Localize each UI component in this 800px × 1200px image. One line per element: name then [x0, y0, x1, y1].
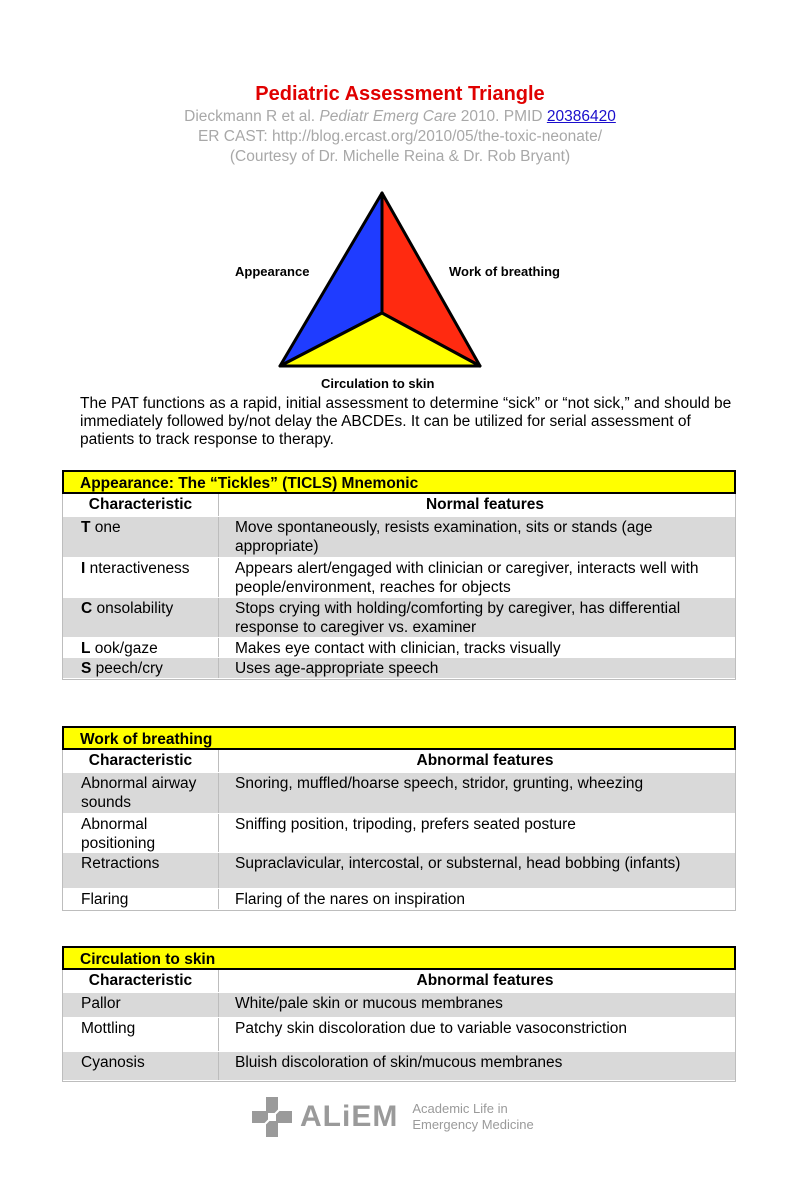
feature-text: Snoring, muffled/hoarse speech, stridor, grunting, wheezing — [235, 775, 644, 792]
characteristic-name: onsolability — [92, 600, 174, 617]
characteristic-name: Mottling — [63, 1018, 219, 1051]
feature-text: Flaring of the nares on inspiration — [235, 891, 466, 908]
feature-text: Makes eye contact with clinician, tracks visually — [235, 640, 561, 657]
characteristic-name: Abnormal airway sounds — [63, 773, 219, 813]
work-of-breathing-heading: Work of breathing — [62, 726, 736, 750]
appearance-heading: Appearance: The “Tickles” (TICLS) Mnemonic — [62, 470, 736, 494]
table-row — [63, 1052, 735, 1081]
triangle-label-work-of-breathing: Work of breathing — [449, 264, 560, 279]
work-of-breathing-table — [62, 750, 736, 911]
feature-text: White/pale skin or mucous membranes — [235, 995, 503, 1012]
intro-paragraph: The PAT functions as a rapid, initial assessment to determine “sick” or “not sick,” and should be immediately followed by/not delay the ABCDEs. It can be utilized for serial assessment of patients to track response to therapy. — [80, 395, 732, 448]
column-header-characteristic: Characteristic — [63, 750, 219, 772]
feature-text: Patchy skin discoloration due to variable vasoconstriction — [235, 1020, 628, 1037]
logo-wordmark: ALiEM — [300, 1100, 399, 1133]
characteristic-name: ook/gaze — [90, 640, 158, 657]
logo-tagline-line-1: Academic Life in — [412, 1101, 508, 1116]
characteristic-name: Retractions — [63, 853, 219, 888]
circulation-table — [62, 970, 736, 1082]
citation-line — [0, 108, 800, 126]
column-header-features: Abnormal features — [416, 752, 554, 769]
appearance-section — [62, 470, 736, 680]
er-cast-line: ER CAST: http://blog.ercast.org/2010/05/the-toxic-neonate/ — [197, 128, 603, 145]
table-row — [63, 773, 735, 814]
mnemonic-letter: L — [81, 640, 91, 657]
table-row — [63, 889, 735, 910]
mnemonic-letter: I — [81, 560, 86, 577]
circulation-section — [62, 946, 736, 1082]
characteristic-name: nteractiveness — [85, 560, 190, 577]
table-row — [63, 558, 735, 598]
triangle-label-appearance: Appearance — [235, 264, 310, 279]
characteristic-name: peech/cry — [91, 660, 163, 677]
table-header-row — [63, 494, 735, 517]
medical-cross-icon — [252, 1097, 292, 1137]
column-header-features: Normal features — [425, 496, 544, 513]
table-row — [63, 517, 735, 558]
mnemonic-letter: T — [81, 519, 91, 536]
table-header-row — [63, 970, 735, 993]
work-of-breathing-section — [62, 726, 736, 911]
mnemonic-letter: S — [81, 660, 92, 677]
table-row — [63, 814, 735, 853]
mnemonic-letter: C — [81, 600, 93, 617]
table-row — [63, 598, 735, 638]
feature-text: Stops crying with holding/comforting by caregiver, has differential response to caregiver vs. examiner — [235, 600, 681, 636]
feature-text: Sniffing position, tripoding, prefers seated posture — [235, 816, 576, 833]
pmid-link[interactable]: 20386420 — [546, 108, 616, 125]
table-header-row — [63, 750, 735, 773]
column-header-features: Abnormal features — [416, 972, 554, 989]
triangle-label-circulation: Circulation to skin — [321, 376, 435, 391]
feature-text: Bluish discoloration of skin/mucous membranes — [235, 1054, 563, 1071]
feature-text: Appears alert/engaged with clinician or caregiver, interacts well with people/environment, reaches for objects — [235, 560, 699, 596]
courtesy-line: (Courtesy of Dr. Michelle Reina & Dr. Rob Bryant) — [229, 148, 571, 165]
circulation-heading: Circulation to skin — [62, 946, 736, 970]
logo-tagline — [412, 1101, 533, 1133]
table-row — [63, 993, 735, 1018]
feature-text: Move spontaneously, resists examination, sits or stands (age appropriate) — [235, 519, 653, 555]
aliem-logo — [252, 1095, 534, 1139]
table-row — [63, 638, 735, 658]
characteristic-name: Flaring — [63, 889, 219, 909]
appearance-table — [62, 494, 736, 680]
characteristic-name: Pallor — [63, 993, 219, 1017]
column-header-characteristic: Characteristic — [63, 494, 219, 516]
logo-tagline-line-2: Emergency Medicine — [412, 1117, 534, 1132]
pediatric-assessment-triangle — [270, 188, 500, 373]
table-row — [63, 853, 735, 889]
characteristic-name: Abnormal positioning — [63, 814, 219, 852]
characteristic-name: Cyanosis — [63, 1052, 219, 1080]
citation-prefix: Dieckmann R et al. — [184, 108, 320, 125]
feature-text: Supraclavicular, intercostal, or substernal, head bobbing (infants) — [235, 855, 681, 872]
column-header-characteristic: Characteristic — [63, 970, 219, 992]
characteristic-name: one — [90, 519, 121, 536]
citation-middle: 2010. PMID — [456, 108, 547, 125]
table-row — [63, 1018, 735, 1052]
citation-journal: Pediatr Emerg Care — [319, 108, 457, 125]
page-title: Pediatric Assessment Triangle — [255, 83, 545, 105]
table-row — [63, 658, 735, 679]
feature-text: Uses age-appropriate speech — [235, 660, 439, 677]
